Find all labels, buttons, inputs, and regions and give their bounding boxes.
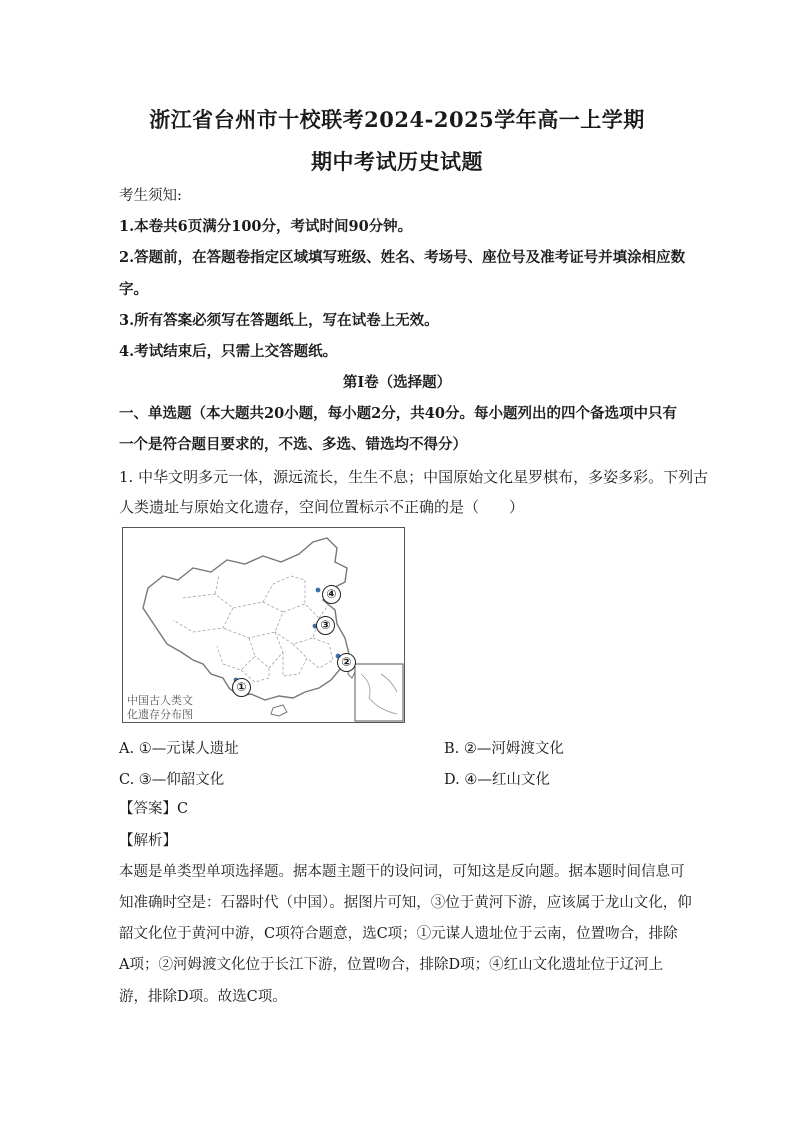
question-stem-2: 人类遗址与原始文化遗存，空间位置标示不正确的是（ ） [119, 498, 525, 516]
notice-item-2: 2.答题前，在答题卷指定区域填写班级、姓名、考场号、座位号及准考证号并填涂相应数 [119, 249, 686, 266]
map-marker-3: ③ [316, 616, 335, 635]
analysis-heading: 【解析】 [119, 833, 177, 849]
section-instruction-2: 一个是符合题目要求的，不选、多选、错选均不得分） [119, 436, 467, 453]
question-stem-1: 1. 中华文明多元一体，源远流长，生生不息；中国原始文化星罗棋布，多姿多彩。下列古 [119, 468, 709, 486]
map-caption-line2: 化遗存分布图 [127, 708, 193, 721]
notice-heading: 考生须知: [119, 188, 182, 204]
exam-title-line1: 浙江省台州市十校联考2024-2025学年高一上学期 [149, 107, 645, 132]
map-marker-1: ① [232, 678, 251, 697]
analysis-line-1: 本题是单类型单项选择题。据本题主题干的设问词，可知这是反向题。据本题时间信息可 [119, 864, 685, 880]
notice-item-3: 3.所有答案必须写在答题纸上，写在试卷上无效。 [119, 312, 439, 329]
section-title: 第I卷（选择题） [342, 374, 452, 391]
option-a: A. ①—元谋人遗址 [119, 741, 239, 757]
analysis-line-3: 韶文化位于黄河中游，C项符合题意，选C项；①元谋人遗址位于云南，位置吻合，排除 [119, 926, 678, 942]
option-b: B. ②—河姆渡文化 [444, 741, 564, 757]
map-marker-4: ④ [322, 585, 341, 604]
analysis-line-5: 游，排除D项。故选C项。 [119, 989, 287, 1005]
map-marker-2: ② [337, 653, 356, 672]
exam-title-line2: 期中考试历史试题 [311, 149, 483, 174]
answer-label: 【答案】C [119, 801, 189, 817]
map-caption-line1: 中国古人类文 [127, 694, 193, 707]
notice-item-1: 1.本卷共6页满分100分，考试时间90分钟。 [119, 218, 413, 235]
option-d: D. ④—红山文化 [444, 772, 550, 788]
section-instruction-1: 一、单选题（本大题共20小题，每小题2分，共40分。每小题列出的四个备选项中只有 [119, 405, 677, 422]
notice-item-2-cont: 字。 [119, 281, 148, 298]
notice-item-4: 4.考试结束后，只需上交答题纸。 [119, 343, 338, 360]
analysis-line-2: 知准确时空是：石器时代（中国）。据图片可知，③位于黄河下游，应该属于龙山文化，仰 [119, 895, 692, 911]
analysis-line-4: A项；②河姆渡文化位于长江下游，位置吻合，排除D项；④红山文化遗址位于辽河上 [119, 957, 664, 973]
china-map-figure [122, 527, 405, 723]
option-c: C. ③—仰韶文化 [119, 772, 225, 788]
